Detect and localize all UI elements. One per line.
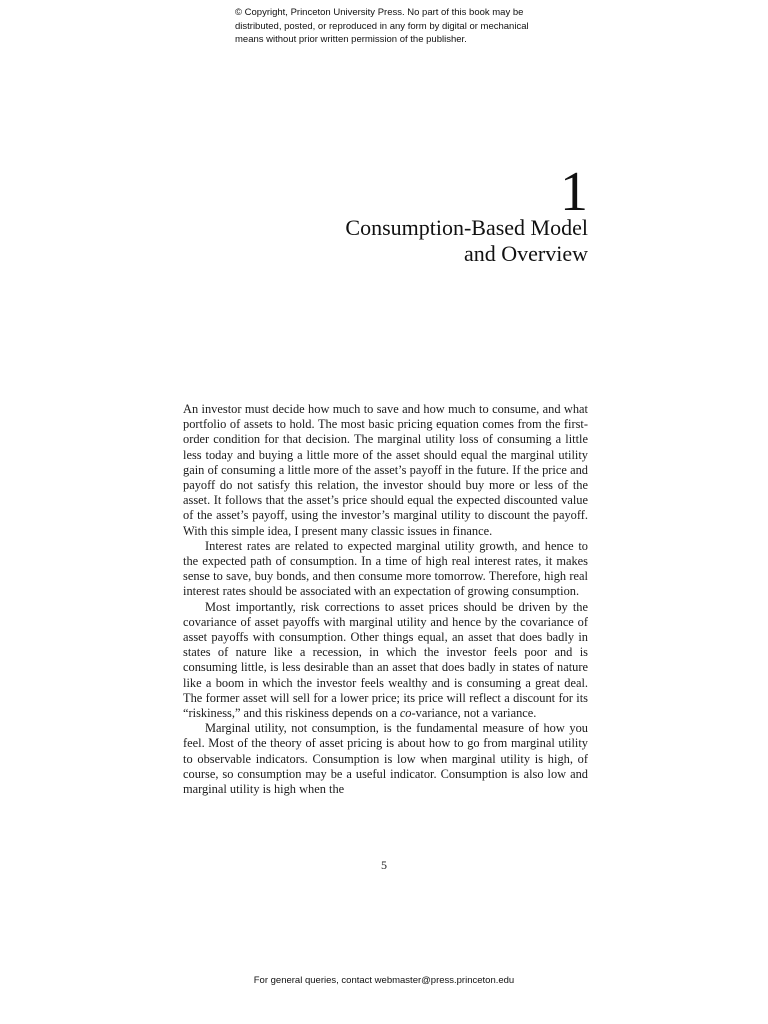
chapter-body [183, 402, 588, 797]
body-paragraph [183, 600, 588, 722]
paragraph-text: -variance, not a variance. [411, 706, 537, 721]
copyright-line: means without prior written permission of the publisher. [235, 34, 467, 45]
page-number: 5 [381, 858, 387, 872]
body-paragraph: Interest rates are related to expected marginal utility growth, and hence to the expected path of consumption. In a time of high real interest rates, it makes sense to save, buy bonds, and then consume more tomorrow. Therefore, high real interest rates should be associated with an expectation of growing consumption. [183, 538, 588, 599]
chapter-title-line: and Overview [463, 241, 588, 266]
emphasis-text: co [399, 706, 412, 721]
copyright-line: © Copyright, Princeton University Press. No part of this book may be [235, 7, 524, 18]
paragraph-text: Most importantly, risk corrections to asset prices should be driven by the covariance of asset payoffs with marginal utility and hence by the covariance of asset payoffs with consumption. Other things equal, an asset that does badly in states of nature like a recession, in which the investor feels poor and is consuming little, is less desirable than an asset that does badly in states of nature like a boom in which the investor feels wealthy and is consuming a great deal. The former asset will sell for a lower price; its price will reflect a discount for its “riskiness,” and this riskiness depends on a [183, 599, 588, 721]
copyright-line: distributed, posted, or reproduced in any form by digital or mechanical [235, 20, 529, 32]
copyright-notice [235, 6, 565, 47]
chapter-number: 1 [560, 161, 588, 223]
body-paragraph: Marginal utility, not consumption, is the fundamental measure of how you feel. Most of the theory of asset pricing is about how to go from marginal utility to observable indicators. Consumption is low when marginal utility is high, of course, so consumption may be a useful indicator. Consumption is also low and marginal utility is high when the [183, 721, 588, 797]
body-paragraph: An investor must decide how much to save and how much to consume, and what portfolio of assets to hold. The most basic pricing equation comes from the first-order condition for that decision. The marginal utility loss of consuming a little less today and buying a little more of the asset should equal the marginal utility gain of consuming a little more of the asset’s payoff in the future. If the price and payoff do not satisfy this relation, the investor should buy more or less of the asset. It follows that the asset’s price should equal the expected discounted value of the asset’s payoff, using the investor’s marginal utility to discount the payoff. With this simple idea, I present many classic issues in finance. [183, 402, 588, 538]
chapter-title-line: Consumption-Based Model [345, 215, 588, 240]
chapter-title [345, 215, 588, 267]
footer-contact: For general queries, contact webmaster@press.princeton.edu [253, 975, 515, 986]
